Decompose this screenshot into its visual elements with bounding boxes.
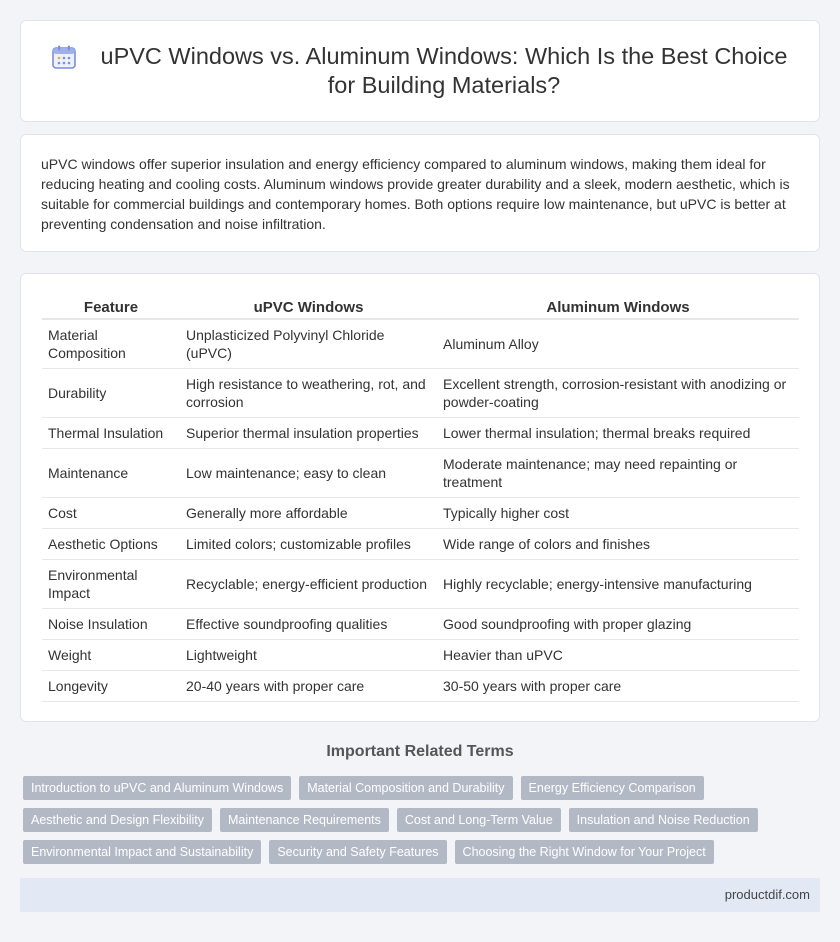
feature-cell: Material Composition [42,319,180,368]
calendar-icon [51,44,77,70]
aluminum-cell: Typically higher cost [437,497,799,528]
aluminum-cell: Highly recyclable; energy-intensive manufacturing [437,559,799,608]
aluminum-cell: Wide range of colors and finishes [437,528,799,559]
related-terms-heading: Important Related Terms [326,743,514,760]
header-aluminum: Aluminum Windows [437,294,799,319]
upvc-cell: High resistance to weathering, rot, and corrosion [180,368,437,417]
title-card [20,20,820,122]
related-term-tag[interactable]: Insulation and Noise Reduction [569,808,758,832]
upvc-cell: Effective soundproofing qualities [180,608,437,639]
intro-card [20,134,820,252]
table-row [42,608,799,639]
intro-paragraph: uPVC windows offer superior insulation and energy efficiency compared to aluminum windows, making them ideal for reducing heating and cooling costs. Aluminum windows provide greater durability and a sleek, modern aesthetic, which is suitable for commercial buildings and contemporary homes. Both options require low maintenance, but uPVC is better at preventing condensation and noise infiltration. [41,156,790,232]
feature-cell: Longevity [42,670,180,701]
upvc-cell: Limited colors; customizable profiles [180,528,437,559]
aluminum-cell: Heavier than uPVC [437,639,799,670]
aluminum-cell: Lower thermal insulation; thermal breaks required [437,417,799,448]
table-row [42,670,799,701]
table-row [42,417,799,448]
header-upvc: uPVC Windows [180,294,437,319]
table-row [42,639,799,670]
upvc-cell: Generally more affordable [180,497,437,528]
table-row [42,497,799,528]
feature-cell: Durability [42,368,180,417]
related-term-tag[interactable]: Energy Efficiency Comparison [521,776,704,800]
feature-cell: Aesthetic Options [42,528,180,559]
feature-cell: Cost [42,497,180,528]
aluminum-cell: Aluminum Alloy [437,319,799,368]
upvc-cell: Unplasticized Polyvinyl Chloride (uPVC) [180,319,437,368]
upvc-cell: Low maintenance; easy to clean [180,448,437,497]
upvc-cell: Lightweight [180,639,437,670]
upvc-cell: 20-40 years with proper care [180,670,437,701]
feature-cell: Environmental Impact [42,559,180,608]
header-feature: Feature [42,294,180,319]
feature-cell: Maintenance [42,448,180,497]
feature-cell: Thermal Insulation [42,417,180,448]
aluminum-cell: 30-50 years with proper care [437,670,799,701]
related-term-tag[interactable]: Cost and Long-Term Value [397,808,561,832]
table-row [42,368,799,417]
aluminum-cell: Good soundproofing with proper glazing [437,608,799,639]
comparison-table [42,294,799,702]
related-term-tag[interactable]: Environmental Impact and Sustainability [23,840,261,864]
table-row [42,319,799,368]
related-term-tag[interactable]: Maintenance Requirements [220,808,389,832]
related-term-tag[interactable]: Introduction to uPVC and Aluminum Windows [23,776,291,800]
feature-cell: Weight [42,639,180,670]
table-header-row [42,294,799,319]
related-term-tag[interactable]: Choosing the Right Window for Your Project [455,840,714,864]
table-row [42,559,799,608]
upvc-cell: Recyclable; energy-efficient production [180,559,437,608]
footer [20,878,820,912]
table-row [42,448,799,497]
table-row [42,528,799,559]
aluminum-cell: Moderate maintenance; may need repainting or treatment [437,448,799,497]
comparison-table-card [20,273,820,722]
related-term-tag[interactable]: Aesthetic and Design Flexibility [23,808,212,832]
related-term-tag[interactable]: Material Composition and Durability [299,776,512,800]
page-title: uPVC Windows vs. Aluminum Windows: Which Is the Best Choice for Building Materials? [100,43,788,98]
related-term-tag[interactable]: Security and Safety Features [269,840,446,864]
aluminum-cell: Excellent strength, corrosion-resistant with anodizing or powder-coating [437,368,799,417]
related-terms-list [23,776,823,872]
upvc-cell: Superior thermal insulation properties [180,417,437,448]
site-link[interactable]: productdif.com [724,887,810,902]
feature-cell: Noise Insulation [42,608,180,639]
